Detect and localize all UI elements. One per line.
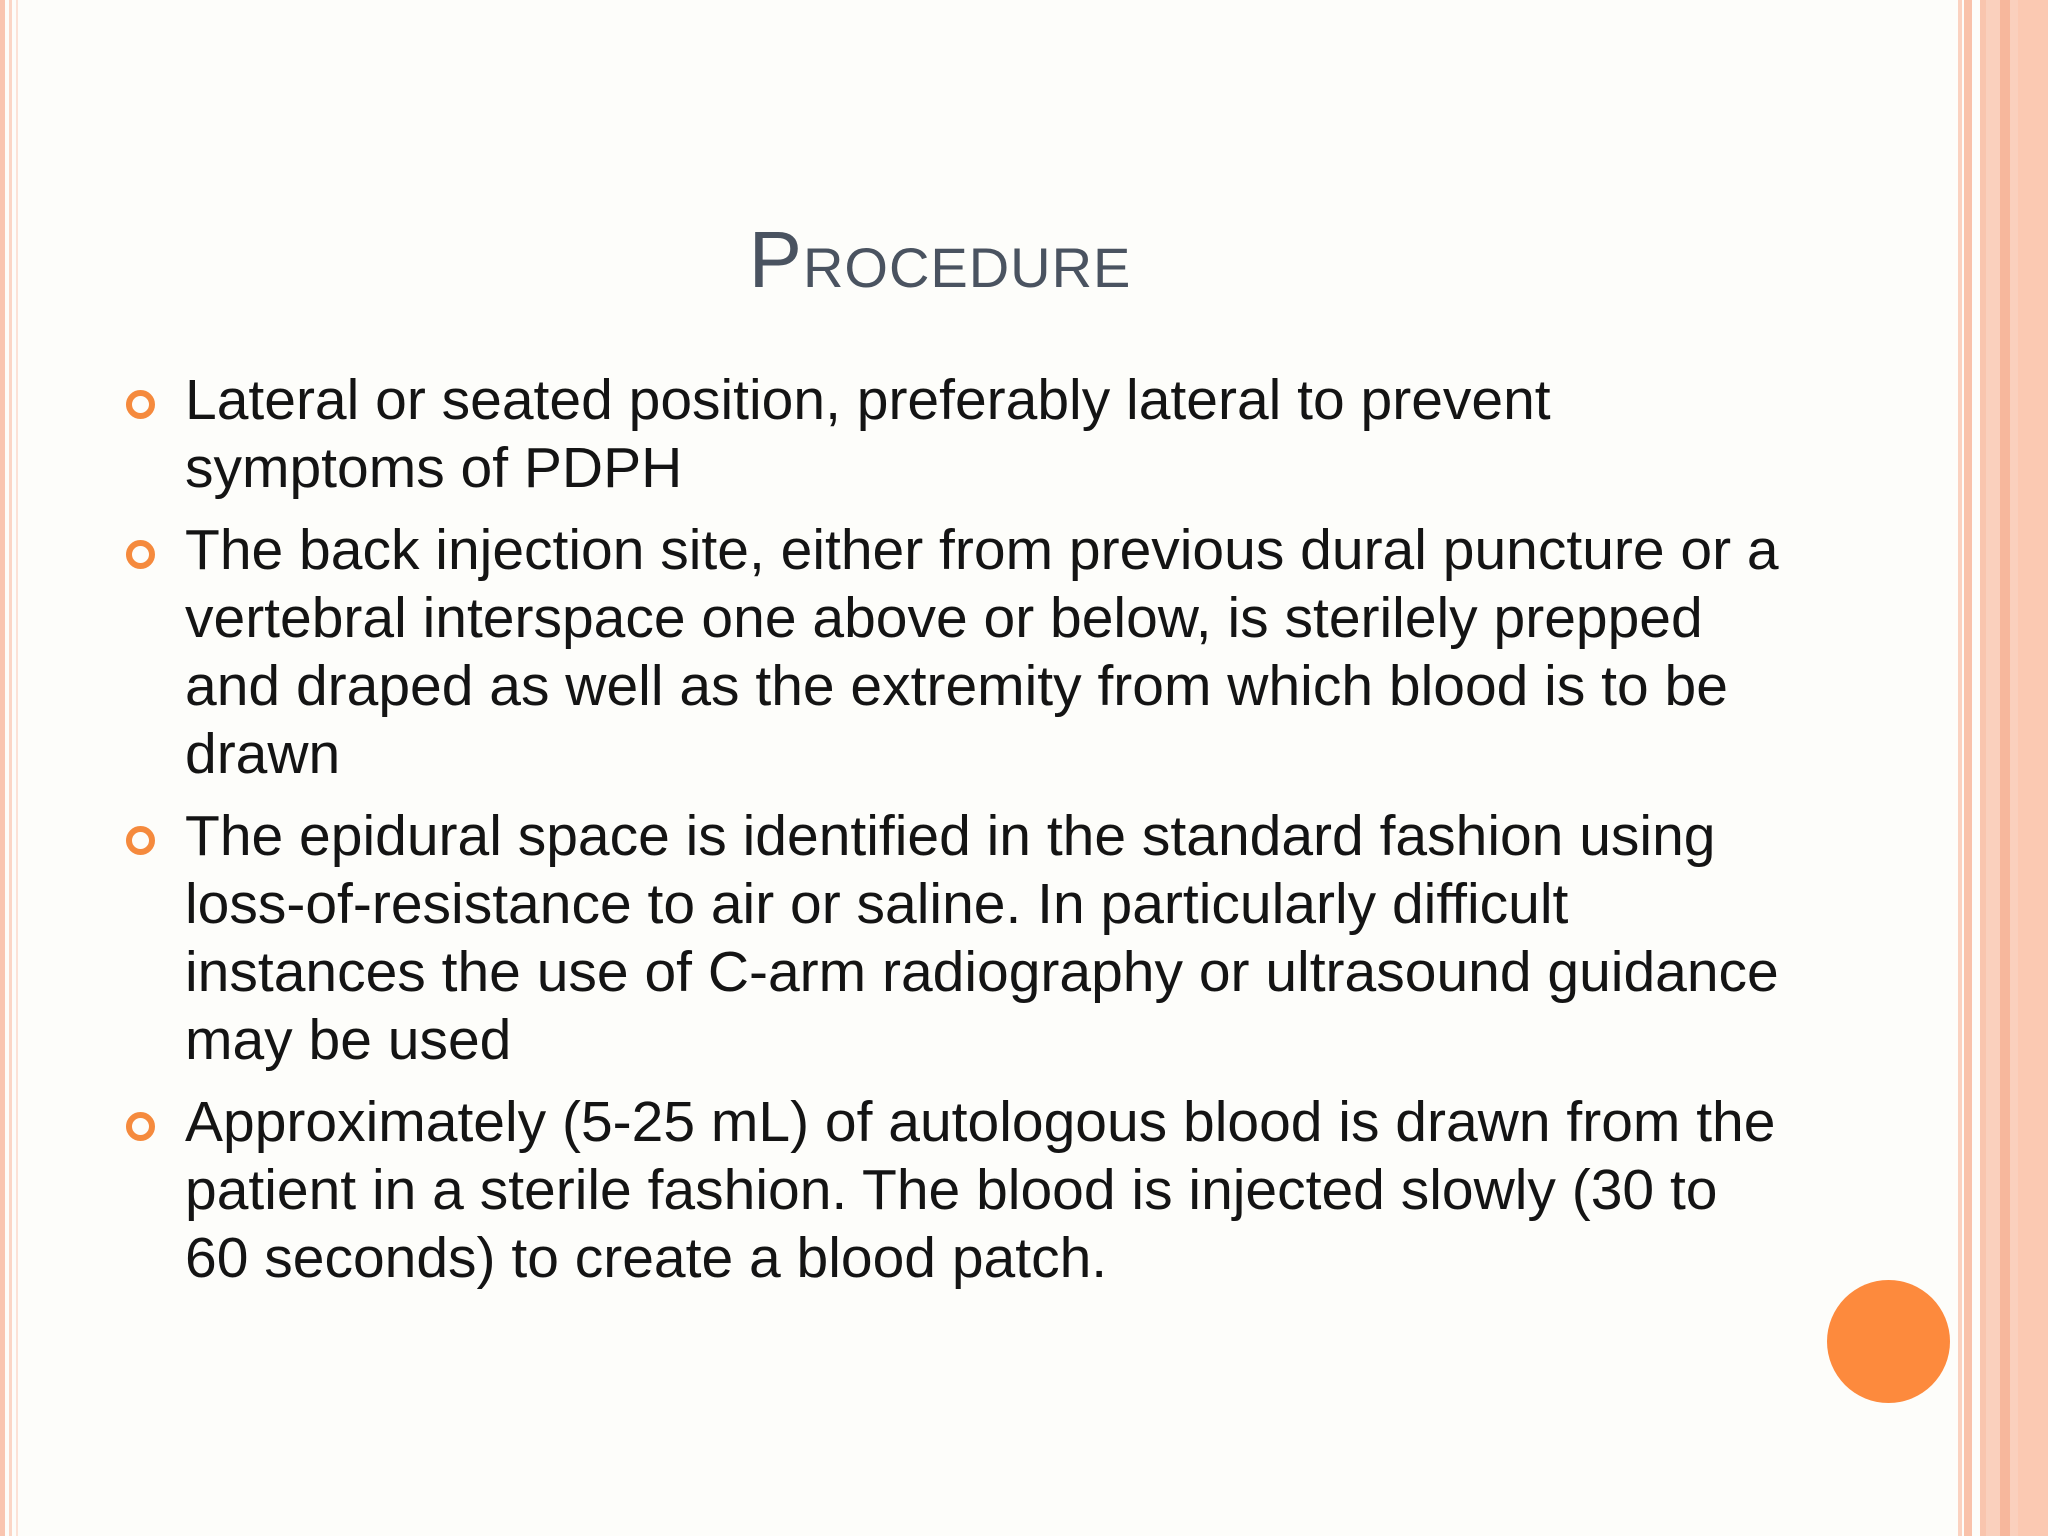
bullet-item xyxy=(120,1088,1780,1292)
circle-bullet-icon xyxy=(126,1112,155,1141)
bullet-list xyxy=(120,366,1780,1306)
bullet-item xyxy=(120,366,1780,502)
right-stripe xyxy=(1958,0,1962,1536)
right-stripe xyxy=(2018,0,2048,1536)
bullet-text: The epidural space is identified in the standard fashion using loss-of-resistance to air or saline. In particularly difficult instances the use of C-arm radiography or ultrasound guidance may be used xyxy=(185,804,1779,1072)
bullet-item xyxy=(120,516,1780,788)
orange-circle-decoration xyxy=(1827,1280,1950,1403)
slide-title: Procedure xyxy=(748,215,1132,304)
circle-bullet-icon xyxy=(126,540,155,569)
right-stripe xyxy=(1964,0,1972,1536)
bullet-text: Lateral or seated position, preferably lateral to prevent symptoms of PDPH xyxy=(185,368,1551,500)
bullet-text: Approximately (5-25 mL) of autologous blood is drawn from the patient in a sterile fashion. The blood is injected slowly (30 to 60 seconds) to create a blood patch. xyxy=(185,1090,1776,1290)
bullet-text: The back injection site, either from previous dural puncture or a vertebral interspace one above or below, is sterilely prepped and draped as well as the extremity from which blood is to be drawn xyxy=(185,518,1779,786)
bullet-item xyxy=(120,802,1780,1074)
right-stripe xyxy=(1980,0,1986,1536)
circle-bullet-icon xyxy=(126,390,155,419)
right-stripe xyxy=(2000,0,2010,1536)
circle-bullet-icon xyxy=(126,826,155,855)
